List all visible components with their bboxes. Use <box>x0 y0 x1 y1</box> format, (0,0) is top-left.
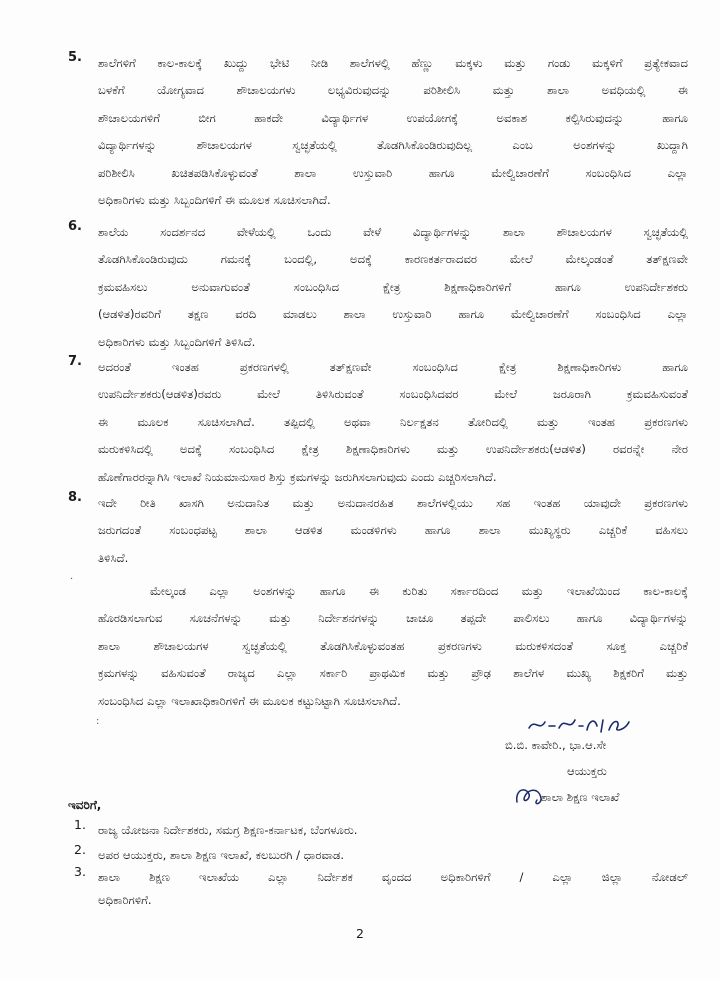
item-line: ವಿದ್ಯಾರ್ಥಿಗಳನ್ನು ಶೌಚಾಲಯಗಳ ಸ್ವಚ್ಛತೆಯಲ್ಲಿ ತೊಡಗಿಸಿಕೊಂಡಿರುವುದಿಲ್ಲ ಎಂಬ ಅಂಶಗಳನ್ನು ಖುದ್ದಾಗಿ <box>98 138 688 153</box>
paragraph-line: ಸಂಬಂಧಿಸಿದ ಎಲ್ಲಾ ಇಲಾಖಾಧಿಕಾರಿಗಳಿಗೆ ಈ ಮೂಲಕ ಕಟ್ಟುನಿಟ್ಟಾಗಿ ಸೂಚಿಸಲಾಗಿದೆ. <box>98 693 401 708</box>
item-line: ಶಾಲೆಯ ಸಂದರ್ಶನದ ವೇಳೆಯಲ್ಲಿ ಒಂದು ವೇಳೆ ವಿದ್ಯಾರ್ಥಿಗಳನ್ನು ಶಾಲಾ ಶೌಚಾಲಯಗಳ ಸ್ವಚ್ಛತೆಯಲ್ಲಿ <box>98 225 688 239</box>
item-line: ಪರಿಶೀಲಿಸಿ ಖಚಿತಪಡಿಸಿಕೊಳ್ಳುವಂತೆ ಶಾಲಾ ಉಸ್ತುವಾರಿ ಹಾಗೂ ಮೇಲ್ವಿಚಾರಣೆಗೆ ಸಂಬಂಧಿಸಿದ ಎಲ್ಲಾ <box>98 165 688 180</box>
item-line: ಉಪನಿರ್ದೇಶಕರು(ಆಡಳಿತ)ರವರು ಮೇಲೆ ತಿಳಿಸಿರುವಂತೆ ಸಂಬಂಧಿಸಿದವರ ಮೇಲೆ ಜರೂರಾಗಿ ಕ್ರಮವಹಿಸುವಂತೆ <box>98 387 688 402</box>
signatory-name: ಬಿ.ಬಿ. ಕಾವೇರಿ., ಭಾ.ಆ.ಸೇ <box>505 738 607 752</box>
item-line: ಹೊಣೆಗಾರರನ್ನಾಗಿಸಿ ಇಲಾಖೆ ನಿಯಮಾನುಸಾರ ಶಿಸ್ತು ಕ್ರಮಗಳನ್ನು ಜರುಗಿಸಲಾಗುವುದು ಎಂದು ಎಚ್ಚರಿಸಲಾಗಿದೆ. <box>98 469 497 484</box>
item-line: ಈ ಮೂಲಕ ಸೂಚಿಸಲಾಗಿದೆ. ತಪ್ಪಿದಲ್ಲಿ ಅಥವಾ ನಿರ್ಲಕ್ಷತನ ತೋರಿದಲ್ಲಿ ಮತ್ತು ಇಂತಹ ಪ್ರಕರಣಗಳು <box>98 414 688 429</box>
item-line: ತಿಳಿಸಿದೆ. <box>98 550 129 565</box>
item-line: ಮರುಕಳಿಸಿದಲ್ಲಿ ಅದಕ್ಕೆ ಸಂಬಂಧಿಸಿದ ಕ್ಷೇತ್ರ ಶಿಕ್ಷಣಾಧಿಕಾರಿಗಳು ಮತ್ತು ಉಪನಿರ್ದೇಶಕರು(ಆಡಳಿತ) ರವರನ್ನೇ ನೇರ <box>98 442 688 457</box>
cc-item-number: 2. <box>74 842 86 857</box>
paragraph-line: ಕ್ರಮಗಳನ್ನು ವಹಿಸುವಂತೆ ರಾಜ್ಯದ ಎಲ್ಲಾ ಸರ್ಕಾರಿ ಪ್ರಾಥಮಿಕ ಮತ್ತು ಪ್ರೌಢ ಶಾಲೆಗಳ ಮುಖ್ಯ ಶಿಕ್ಷಕರಿಗೆ ಮತ್ತು <box>98 666 688 681</box>
cc-heading: ಇವರಿಗೆ, <box>68 798 102 812</box>
item-line: ಬಳಕೆಗೆ ಯೋಗ್ಯವಾದ ಶೌಚಾಲಯಗಳು ಲಭ್ಯವಿರುವುದನ್ನು ಪರಿಶೀಲಿಸಿ ಮತ್ತು ಶಾಲಾ ಅವಧಿಯಲ್ಲಿ ಈ <box>98 83 688 98</box>
item-number: 7. <box>68 354 82 369</box>
page-number: 2 <box>356 926 364 941</box>
cc-item-line: ರಾಜ್ಯ ಯೋಜನಾ ನಿರ್ದೇಶಕರು, ಸಮಗ್ರ ಶಿಕ್ಷಣ-ಕರ್ನಾಟಕ, ಬೆಂಗಳೂರು. <box>98 823 358 837</box>
paragraph-line: ಮೇಲ್ಕಂಡ ಎಲ್ಲಾ ಅಂಶಗಳನ್ನು ಹಾಗೂ ಈ ಕುರಿತು ಸರ್ಕಾರದಿಂದ ಮತ್ತು ಇಲಾಖೆಯಿಂದ ಕಾಲ-ಕಾಲಕ್ಕೆ <box>150 584 688 598</box>
cc-item-number: 3. <box>74 864 86 879</box>
handwritten-date <box>525 712 645 736</box>
cc-item-1 <box>74 817 688 844</box>
numbered-item-8 <box>68 490 688 572</box>
cc-item-line: ಅಧಿಕಾರಿಗಳಿಗೆ. <box>98 893 152 908</box>
item-line: ಅಧಿಕಾರಿಗಳು ಮತ್ತು ಸಿಬ್ಬಂದಿಗಳಿಗೆ ತಿಳಿಸಿದೆ. <box>98 334 256 349</box>
item-number: 5. <box>68 50 82 65</box>
item-number: 6. <box>68 219 82 234</box>
cc-item-line: ಅಪರ ಆಯುಕ್ತರು, ಶಾಲಾ ಶಿಕ್ಷಣ ಇಲಾಖೆ, ಕಲಬುರಗಿ / ಧಾರವಾಡ. <box>98 848 345 862</box>
item-line: ಅದರಂತೆ ಇಂತಹ ಪ್ರಕರಣಗಳಲ್ಲಿ ತತ್‌ಕ್ಷಣವೇ ಸಂಬಂಧಿಸಿದ ಕ್ಷೇತ್ರ ಶಿಕ್ಷಣಾಧಿಕಾರಿಗಳು ಹಾಗೂ <box>98 360 688 374</box>
item-line: ಕ್ರಮವಹಿಸಲು ಅನುವಾಗುವಂತೆ ಸಂಬಂಧಿಸಿದ ಕ್ಷೇತ್ರ ಶಿಕ್ಷಣಾಧಿಕಾರಿಗಳಿಗೆ ಹಾಗೂ ಉಪನಿರ್ದೇಶಕರು <box>98 279 688 294</box>
closing-paragraph <box>98 578 688 715</box>
item-number: 8. <box>68 490 82 505</box>
margin-mark: · <box>70 574 74 585</box>
cc-item-3 <box>74 864 688 915</box>
item-line: ಜರುಗದಂತೆ ಸಂಬಂಧಪಟ್ಟ ಶಾಲಾ ಆಡಳಿತ ಮಂಡಳಿಗಳು ಹಾಗೂ ಶಾಲಾ ಮುಖ್ಯಸ್ಥರು ಎಚ್ಚರಿಕೆ ವಹಿಸಲು <box>98 523 688 538</box>
numbered-item-6 <box>68 219 688 356</box>
margin-mark: : <box>96 716 100 727</box>
item-line: ಶೌಚಾಲಯಗಳಿಗೆ ಬೀಗ ಹಾಕದೇ ವಿದ್ಯಾರ್ಥಿಗಳ ಉಪಯೋಗಕ್ಕೆ ಅವಕಾಶ ಕಲ್ಪಿಸಿರುವುದನ್ನು ಹಾಗೂ <box>98 110 688 125</box>
signatory-title: ಆಯುಕ್ತರು <box>567 764 607 778</box>
item-line: ಶಾಲೆಗಳಿಗೆ ಕಾಲ-ಕಾಲಕ್ಕೆ ಖುದ್ದು ಭೇಟಿ ನೀಡಿ ಶಾಲೆಗಳಲ್ಲಿ ಹೆಣ್ಣು ಮಕ್ಕಳು ಮತ್ತು ಗಂಡು ಮಕ್ಕಳಿಗೆ ಪ್ರತ್ಯೇಕವಾದ <box>98 56 688 70</box>
paragraph-line: ಶಾಲಾ ಶೌಚಾಲಯಗಳ ಸ್ವಚ್ಛತೆಯಲ್ಲಿ ತೊಡಗಿಸಿಕೊಳ್ಳುವಂತಹ ಪ್ರಕರಣಗಳು ಮರುಕಳಿಸದಂತೆ ಸೂಕ್ತ ಎಚ್ಚರಿಕೆ <box>98 638 688 653</box>
item-line: ಇದೇ ರೀತಿ ಖಾಸಗಿ ಅನುದಾನಿತ ಮತ್ತು ಅನುದಾನರಹಿತ ಶಾಲೆಗಳಲ್ಲಿಯು ಸಹ ಇಂತಹ ಯಾವುದೇ ಪ್ರಕರಣಗಳು <box>98 496 688 510</box>
cc-item-number: 1. <box>74 817 86 832</box>
cc-item-line: ಶಾಲಾ ಶಿಕ್ಷಣ ಇಲಾಖೆಯ ಎಲ್ಲಾ ನಿರ್ದೇಶಕ ವೃಂದದ ಅಧಿಕಾರಿಗಳಿಗೆ / ಎಲ್ಲಾ ಜಿಲ್ಲಾ ನೋಡಲ್ <box>98 870 688 884</box>
paragraph-line: ಹೊರಡಿಸಲಾಗುವ ಸೂಚನೆಗಳನ್ನು ಮತ್ತು ನಿರ್ದೇಶನಗಳನ್ನು ಚಾಚೂ ತಪ್ಪದೇ ಪಾಲಿಸಲು ಹಾಗೂ ವಿದ್ಯಾರ್ಥಿಗಳನ್ನು <box>98 611 688 626</box>
numbered-item-5 <box>68 50 688 214</box>
item-line: ಅಧಿಕಾರಿಗಳು ಮತ್ತು ಸಿಬ್ಬಂದಿಗಳಿಗೆ ಈ ಮೂಲಕ ಸೂಚಿಸಲಾಗಿದೆ. <box>98 192 331 207</box>
numbered-item-7 <box>68 354 688 491</box>
signatory-department: ಶಾಲಾ ಶಿಕ್ಷಣ ಇಲಾಖೆ <box>541 790 620 804</box>
item-line: ತೊಡಗಿಸಿಕೊಂಡಿರುವುದು ಗಮನಕ್ಕೆ ಬಂದಲ್ಲಿ, ಅದಕ್ಕೆ ಕಾರಣಕರ್ತರಾದವರ ಮೇಲೆ ಮೇಲ್ಕಂಡಂತೆ ತತ್‌ಕ್ಷಣವೇ <box>98 252 688 267</box>
item-line: (ಆಡಳಿತ)ರವರಿಗೆ ತಕ್ಷಣ ವರದಿ ಮಾಡಲು ಶಾಲಾ ಉಸ್ತುವಾರಿ ಹಾಗೂ ಮೇಲ್ವಿಚಾರಣೆಗೆ ಸಂಬಂಧಿಸಿದ ಎಲ್ಲಾ <box>98 307 688 322</box>
